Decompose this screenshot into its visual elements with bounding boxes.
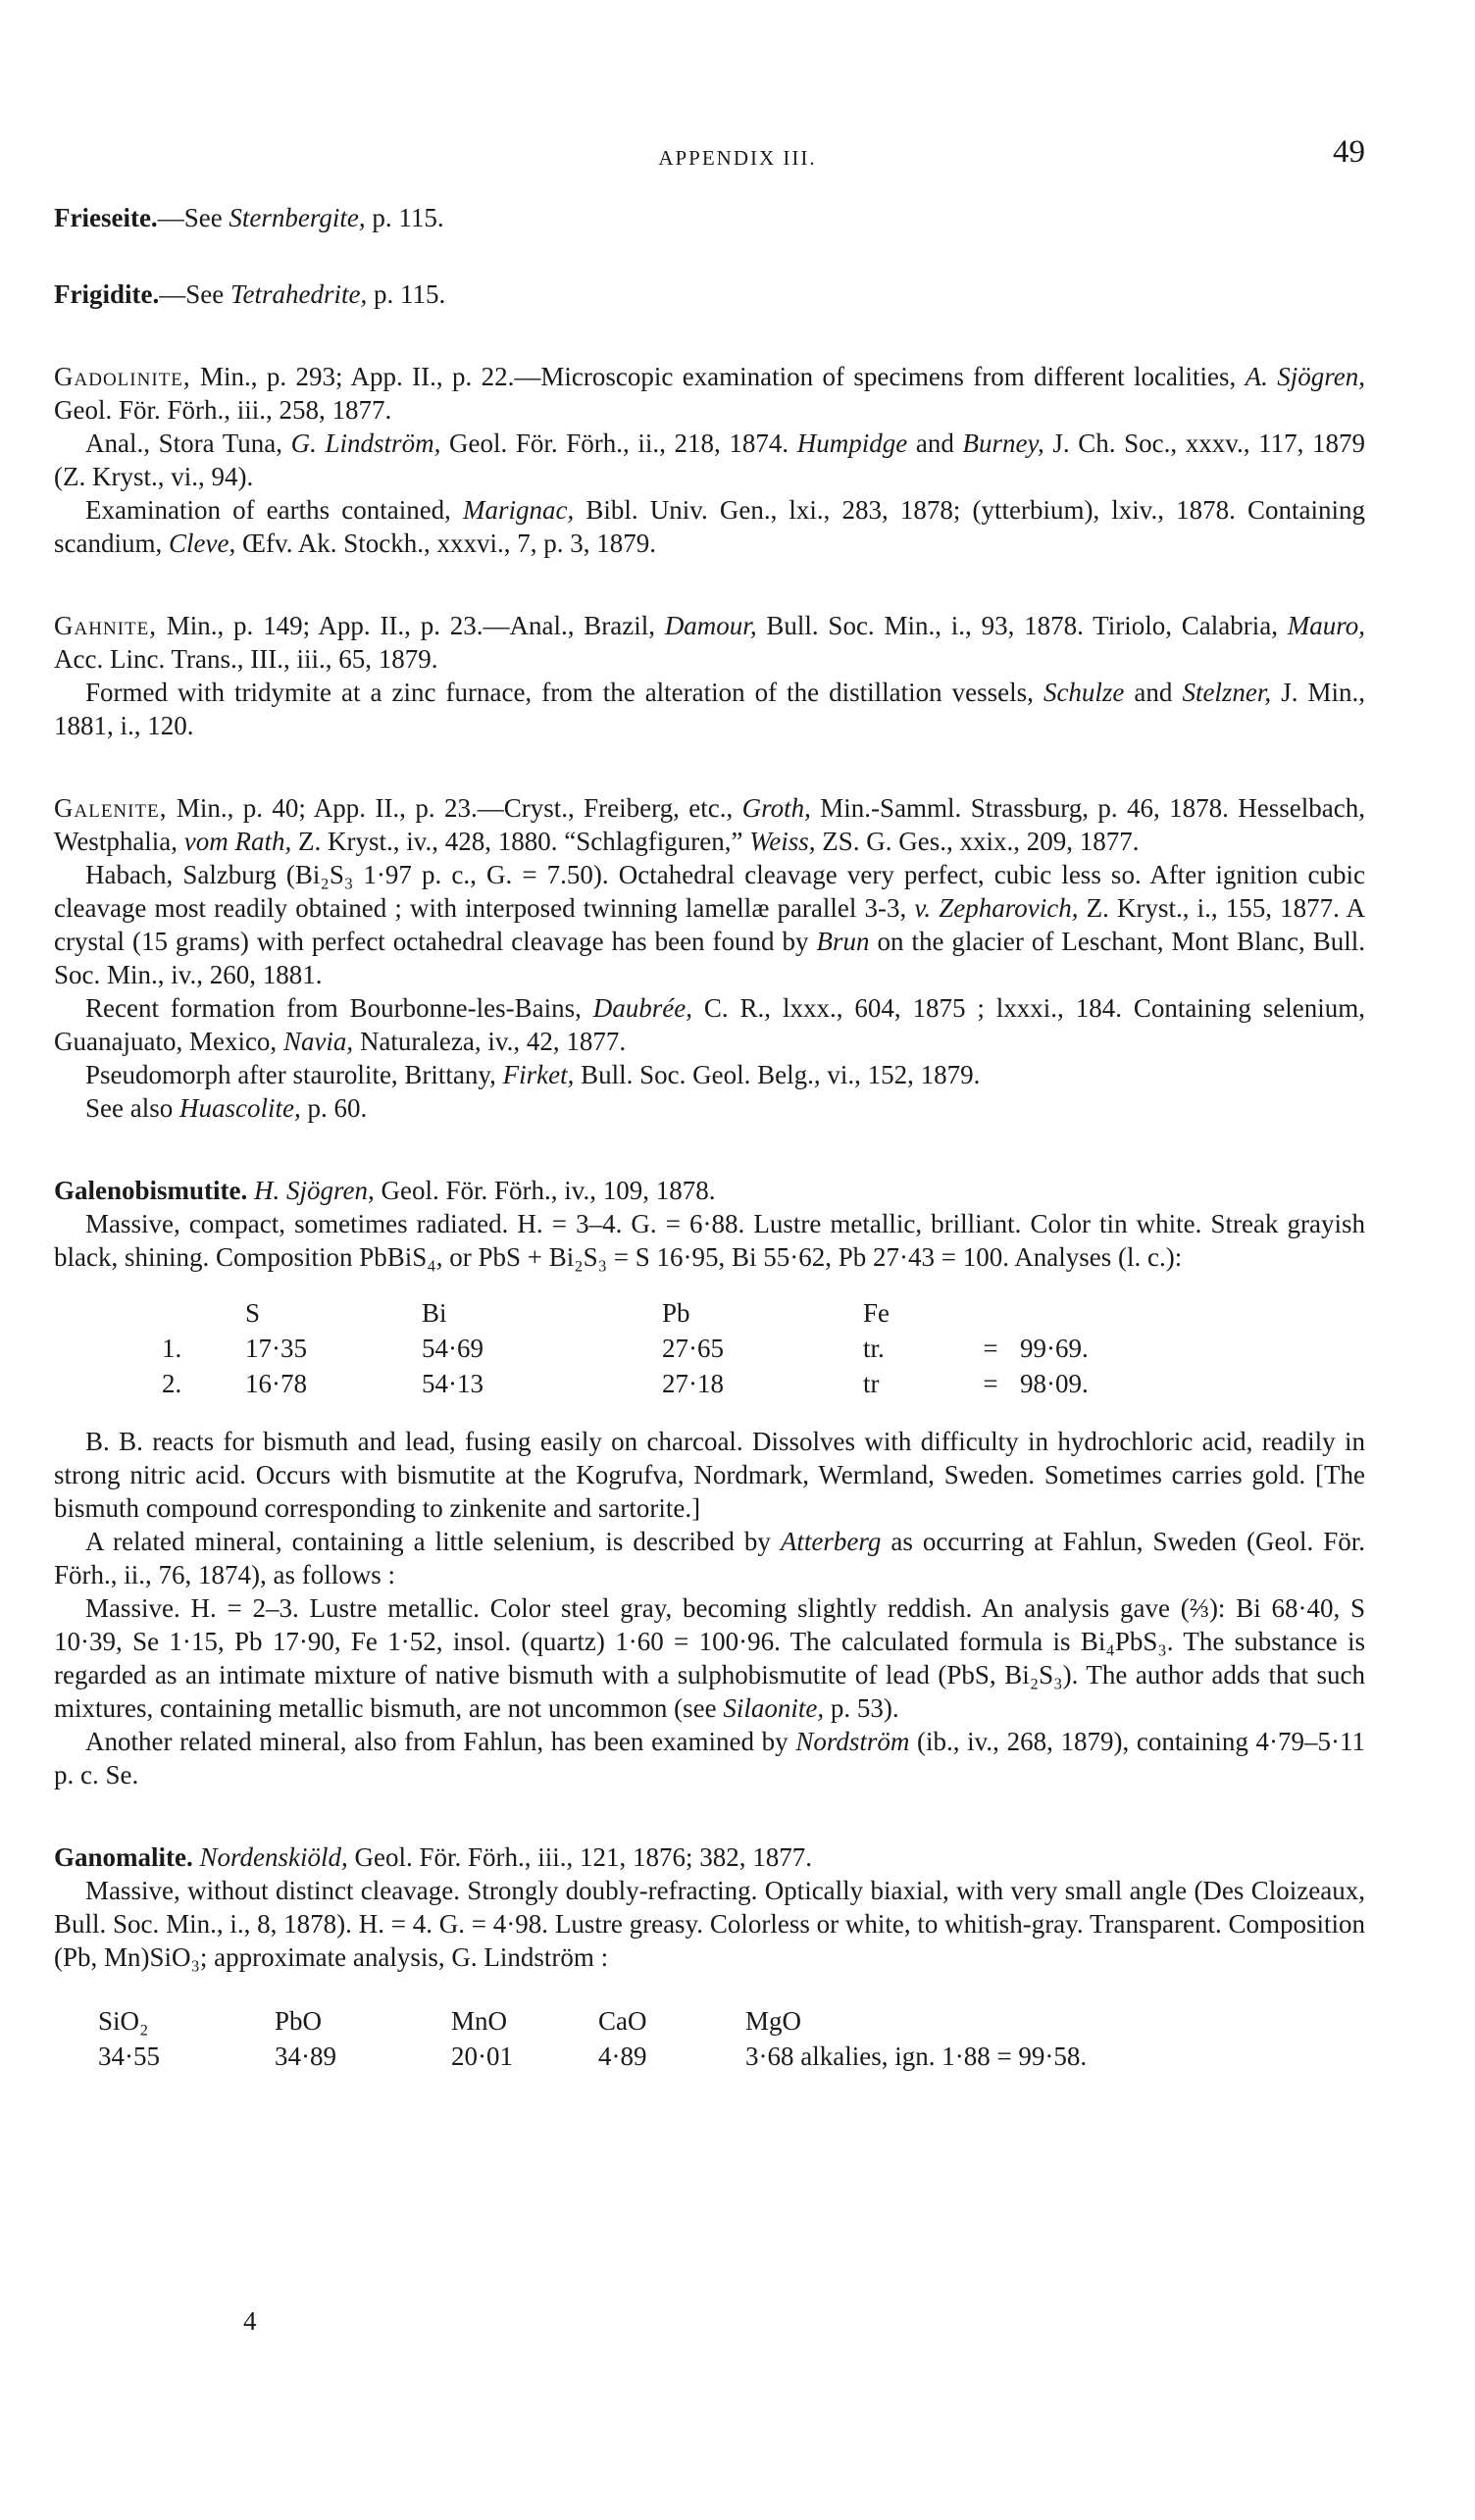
text-run: C. R., lxxx., 604, 1875 ; lxxxi., 184. Containing selenium, Guanajuato, Mexico, xyxy=(54,993,1365,1056)
paragraph: B. B. reacts for bismuth and lead, fusing easily on charcoal. Dissolves with difficulty in hydrochloric acid, readily in strong nitric acid. Occurs with bismutite at the Kogrufva, Nordmark, Wermland, Sweden. Sometimes carries gold. [The bismuth compound corresponding to zinkenite and sartorite.] xyxy=(54,1427,1365,1523)
author-name: vom Rath, xyxy=(183,827,292,856)
table-cell: 98·09. xyxy=(1020,1369,1089,1398)
running-head: APPENDIX III. xyxy=(658,146,817,170)
table-cell: 16·78 xyxy=(245,1369,307,1398)
table-cell: 20·01 xyxy=(451,2041,513,2071)
table-header xyxy=(1020,1295,1138,1331)
entry-heading: Ganomalite. xyxy=(54,1842,193,1872)
table-cell: 17·35 xyxy=(245,1334,307,1363)
author-name: Daubrée, xyxy=(592,993,692,1023)
author-name: Humpidge xyxy=(796,428,908,458)
entry-heading: Frieseite. xyxy=(54,203,158,232)
cross-reference: Silaonite, xyxy=(723,1693,825,1723)
entry-ganomalite xyxy=(54,1840,1365,2074)
text-run: Œfv. Ak. Stockh., xxxvi., 7, p. 3, 1879. xyxy=(235,529,656,558)
author-name: Mauro, xyxy=(1287,611,1365,640)
text-run: Geol. För. Förh., iii., 258, 1877. xyxy=(54,395,392,425)
page-header xyxy=(0,135,1475,175)
text-run: Bull. Soc. Min., i., 93, 1878. Tiriolo, Calabria, xyxy=(756,611,1288,640)
table-header: Fe xyxy=(863,1298,890,1328)
text-run: Formed with tridymite at a zinc furnace, from the alteration of the distillation vessels, xyxy=(85,678,1043,707)
analysis-table xyxy=(162,1295,1138,1401)
paragraph xyxy=(54,1525,1365,1591)
entry-heading: Frigidite. xyxy=(54,279,160,309)
text-run xyxy=(247,1176,254,1205)
text-run: See also xyxy=(85,1093,179,1123)
table-header: PbO xyxy=(275,2006,323,2036)
entry-text xyxy=(54,277,1365,311)
text-run: as occurring at Fahlun, Sweden (Geol. För. Förh., ii., 76, 1874), as follows : xyxy=(54,1527,1366,1589)
table-header-row xyxy=(98,2003,1157,2039)
table-row xyxy=(162,1331,1138,1366)
paragraph xyxy=(54,427,1365,493)
paragraph xyxy=(54,1840,1365,1874)
table-header: Bi xyxy=(422,1298,447,1328)
author-name: A. Sjögren, xyxy=(1245,362,1365,391)
entry-gahnite xyxy=(54,609,1365,742)
cross-reference: Sternbergite, xyxy=(229,203,366,232)
text-run: Z. Kryst., iv., 428, 1880. “Schlagfiguren,” xyxy=(291,827,750,856)
table-header xyxy=(961,1295,1020,1331)
entry-gadolinite xyxy=(54,360,1365,560)
entry-heading: Galenite, xyxy=(54,793,168,823)
text-run: Another related mineral, also from Fahlun, has been examined by xyxy=(85,1727,796,1756)
text-run: p. 53). xyxy=(824,1693,899,1723)
text-run: Min., p. 40; App. II., p. 23.—Cryst., Freiberg, etc., xyxy=(167,793,742,823)
text-run: Geol. För. Förh., iii., 121, 1876; 382, 1877. xyxy=(347,1842,813,1872)
author-name: Groth, xyxy=(741,793,811,823)
paragraph: Massive, compact, sometimes radiated. H. = 3–4. G. = 6·88. Lustre metallic, brilliant. Color tin white. Streak grayish black, shining. Composition PbBiS₄, or PbS + Bi₂S₃ = S 16·95, Bi 55·62, Pb 27·43 = 100. Analyses (l. c.): xyxy=(54,1209,1365,1272)
paragraph xyxy=(54,1174,1365,1207)
entry-frieseite xyxy=(54,201,1365,234)
author-name: Weiss, xyxy=(749,827,816,856)
text-run: Examination of earths contained, xyxy=(85,495,464,525)
entry-heading: Gadolinite, xyxy=(54,362,191,391)
text-run: Geol. För. Förh., iv., 109, 1878. xyxy=(374,1176,716,1205)
paragraph xyxy=(54,676,1365,742)
paragraph xyxy=(54,1058,1365,1091)
text-run: Acc. Linc. Trans., III., iii., 65, 1879. xyxy=(54,644,438,674)
table-cell: 54·13 xyxy=(422,1369,483,1398)
text-run: Bibl. Univ. Gen., lxi., 283, 1878; (ytterbium), lxiv., 1878. Containing scandium, xyxy=(54,495,1365,558)
table-header: S xyxy=(245,1298,261,1328)
table-cell: 27·18 xyxy=(662,1369,724,1398)
author-name: G. Lindström, xyxy=(290,428,441,458)
text-run: Naturaleza, iv., 42, 1877. xyxy=(353,1027,627,1056)
paragraph xyxy=(54,1725,1365,1791)
author-name: H. Sjögren, xyxy=(254,1176,375,1205)
paragraph xyxy=(54,609,1365,676)
text-run: and xyxy=(1124,678,1183,707)
paragraph xyxy=(54,858,1365,991)
author-name: Atterberg xyxy=(780,1527,882,1556)
paragraph xyxy=(54,991,1365,1058)
table-cell: 27·65 xyxy=(662,1334,724,1363)
text-run: (ib., iv., 268, 1879), containing 4·79–5·11 p. c. Se. xyxy=(54,1727,1365,1789)
table-row xyxy=(98,2039,1157,2074)
table-header: MgO xyxy=(745,2006,802,2036)
entry-heading: Galenobismutite. xyxy=(54,1176,248,1205)
author-name: Brun xyxy=(816,927,870,956)
table-cell: 34·55 xyxy=(98,2041,160,2071)
table-header: CaO xyxy=(598,2006,647,2036)
text-run: Anal., Stora Tuna, xyxy=(85,428,291,458)
entry-galenobismutite xyxy=(54,1174,1365,1791)
text-run: Habach, Salzburg (Bi₂S₃ 1·97 p. c., G. = 7.50). Octahedral cleavage very perfect, cubic less so. After ignition cubic cleavage most readily obtained ; with interposed twinning lamellæ parallel 3-3, xyxy=(54,860,1365,923)
text-run: A related mineral, containing a little selenium, is described by xyxy=(85,1527,781,1556)
entry-text xyxy=(54,201,1365,234)
author-name: Schulze xyxy=(1043,678,1125,707)
text-run: Min., p. 293; App. II., p. 22.—Microscopic examination of specimens from different localities, xyxy=(190,362,1246,391)
table-cell: 1. xyxy=(162,1334,182,1363)
text-run xyxy=(193,1842,200,1872)
table-cell: 99·69. xyxy=(1020,1334,1089,1363)
table-row xyxy=(162,1366,1138,1401)
entry-frigidite xyxy=(54,277,1365,311)
table-cell: = xyxy=(983,1334,998,1363)
table-cell: 3·68 alkalies, ign. 1·88 = 99·58. xyxy=(745,2041,1088,2071)
entry-body: —See xyxy=(157,203,229,232)
table-header xyxy=(162,1295,245,1331)
page-content xyxy=(54,201,1365,2123)
text-run: ZS. G. Ges., xxix., 209, 1877. xyxy=(815,827,1140,856)
paragraph: Massive, without distinct cleavage. Strongly doubly-refracting. Optically biaxial, with very small angle (Des Cloizeaux, Bull. Soc. Min., i., 8, 1878). H. = 4. G. = 4·98. Lustre greasy. Colorless or white, to whitish-gray. Transparent. Composition (Pb, Mn)SiO₃; approximate analysis, G. Lindström : xyxy=(54,1876,1365,1972)
author-name: Stelzner, xyxy=(1182,678,1272,707)
entry-tail: p. 115. xyxy=(367,279,446,309)
table-cell: tr xyxy=(863,1369,880,1398)
table-header: SiO₂ xyxy=(98,2006,149,2036)
author-name: v. Zepharovich, xyxy=(914,893,1079,923)
author-name: Firket, xyxy=(502,1060,575,1089)
author-name: Cleve, xyxy=(168,529,236,558)
page-number: 49 xyxy=(1333,134,1365,170)
text-run: Bull. Soc. Geol. Belg., vi., 152, 1879. xyxy=(574,1060,981,1089)
table-header: Pb xyxy=(662,1298,690,1328)
paragraph xyxy=(54,1591,1365,1725)
paragraph xyxy=(54,493,1365,560)
text-run: J. Min., 1881, i., 120. xyxy=(54,678,1365,740)
text-run: J. Ch. Soc., xxxv., 117, 1879 (Z. Kryst., vi., 94). xyxy=(54,428,1366,491)
text-run: Min.-Samml. Strassburg, p. 46, 1878. Hesselbach, Westphalia, xyxy=(54,793,1366,856)
author-name: Burney, xyxy=(962,428,1044,458)
text-run: Geol. För. Förh., ii., 218, 1874. xyxy=(440,428,797,458)
text-run: and xyxy=(907,428,963,458)
text-run: Recent formation from Bourbonne-les-Bains, xyxy=(85,993,593,1023)
table-cell: 4·89 xyxy=(598,2041,647,2071)
text-run: on the glacier of Leschant, Mont Blanc, Bull. Soc. Min., iv., 260, 1881. xyxy=(54,927,1365,989)
entry-galenite xyxy=(54,791,1365,1125)
text-run: Min., p. 149; App. II., p. 23.—Anal., Brazil, xyxy=(156,611,665,640)
table-header: MnO xyxy=(451,2006,508,2036)
text-run: Z. Kryst., i., 155, 1877. A crystal (15 grams) with perfect octahedral cleavage has been found by xyxy=(54,893,1365,956)
entry-tail: p. 115. xyxy=(365,203,444,232)
table-cell: 34·89 xyxy=(275,2041,336,2071)
cross-reference: Tetrahedrite, xyxy=(229,279,368,309)
table-header-row xyxy=(162,1295,1138,1331)
author-name: Nordenskiöld, xyxy=(199,1842,348,1872)
signature-mark: 4 xyxy=(243,2306,257,2336)
table-cell: tr. xyxy=(863,1334,885,1363)
text-run: p. 60. xyxy=(300,1093,368,1123)
author-name: Marignac, xyxy=(463,495,575,525)
text-run: Pseudomorph after staurolite, Brittany, xyxy=(85,1060,503,1089)
author-name: Damour, xyxy=(664,611,757,640)
cross-reference: Huascolite, xyxy=(178,1093,301,1123)
author-name: Nordström xyxy=(795,1727,910,1756)
table-cell: 54·69 xyxy=(422,1334,483,1363)
table-cell: 2. xyxy=(162,1369,182,1398)
entry-heading: Gahnite, xyxy=(54,611,157,640)
oxide-analysis-table xyxy=(98,2003,1157,2074)
paragraph xyxy=(54,1091,1365,1125)
author-name: Navia, xyxy=(282,1027,354,1056)
table-cell: = xyxy=(983,1369,998,1398)
paragraph xyxy=(54,791,1365,858)
entry-body: —See xyxy=(159,279,230,309)
text-run: Massive. H. = 2–3. Lustre metallic. Color steel gray, becoming slightly reddish. An analysis gave (⅔): Bi 68·40, S 10·39, Se 1·15, Pb 17·90, Fe 1·52, insol. (quartz) 1·60 = 100·96. The calculated formula is Bi₄PbS₃. The substance is regarded as an intimate mixture of native bismuth with a sulphobismutite of lead (PbS, Bi₂S₃). The author adds that such mixtures, containing metallic bismuth, are not uncommon (see xyxy=(54,1593,1365,1723)
paragraph xyxy=(54,360,1365,427)
